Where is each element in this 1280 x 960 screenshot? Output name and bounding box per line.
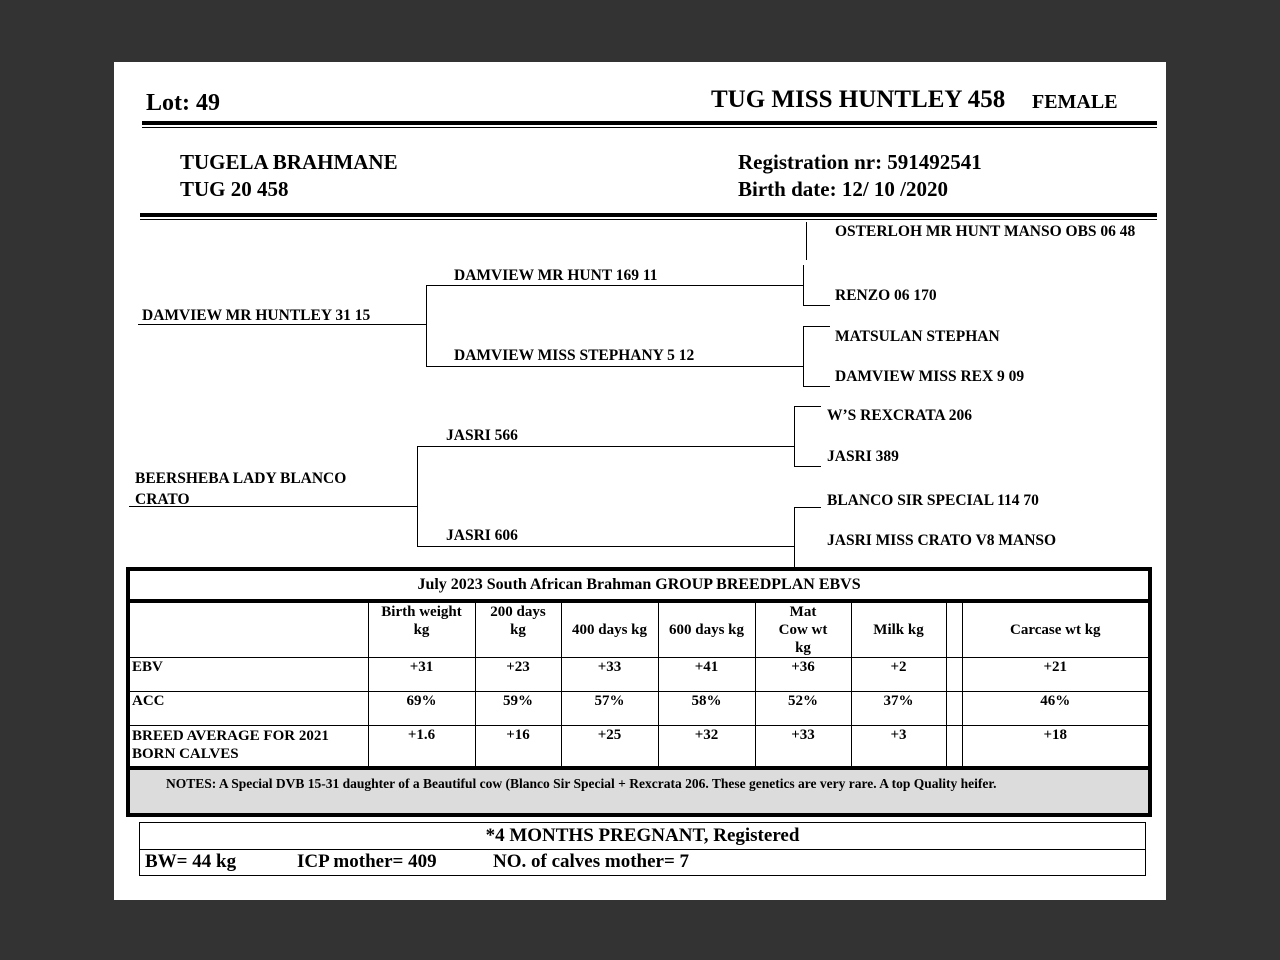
birth-date: Birth date: 12/ 10 /2020 bbox=[738, 177, 948, 201]
pedigree-line bbox=[417, 546, 794, 547]
pedigree-dss: W’S REXCRATA 206 bbox=[827, 407, 972, 424]
ebv-header-blank bbox=[128, 601, 368, 658]
calves-mother: NO. of calves mother= 7 bbox=[493, 851, 690, 872]
pedigree-dam-text: BEERSHEBA LADY BLANCO CRATO bbox=[135, 470, 347, 508]
ebv-cell: +1.6 bbox=[368, 726, 475, 768]
header-rule-thick bbox=[142, 121, 1157, 125]
ebv-cell: 57% bbox=[561, 692, 658, 726]
pedigree-line bbox=[426, 285, 803, 286]
pedigree-sss-text: OSTERLOH MR HUNT MANSO OBS 06 48 bbox=[835, 223, 1136, 240]
ebv-col-header: Milk kg bbox=[851, 601, 946, 658]
ebv-col-header: Birth weight kg bbox=[368, 601, 475, 658]
ebv-cell: 52% bbox=[755, 692, 851, 726]
details-rule-thick bbox=[140, 213, 1157, 217]
pregnancy-summary-box bbox=[139, 822, 1146, 876]
ebv-cell: +31 bbox=[368, 658, 475, 692]
ebv-cell bbox=[946, 692, 962, 726]
ebv-cell: 46% bbox=[962, 692, 1150, 726]
pedigree-line bbox=[794, 406, 795, 467]
ebv-cell: 59% bbox=[475, 692, 561, 726]
pedigree-sire-dam: DAMVIEW MISS STEPHANY 5 12 bbox=[454, 347, 695, 364]
ebv-cell: +18 bbox=[962, 726, 1150, 768]
pedigree-line bbox=[794, 507, 795, 567]
ebv-cell: +23 bbox=[475, 658, 561, 692]
ebv-col-header: 400 days kg bbox=[561, 601, 658, 658]
ebv-cell bbox=[946, 726, 962, 768]
birth-weight: BW= 44 kg bbox=[145, 851, 237, 872]
pedigree-dds: BLANCO SIR SPECIAL 114 70 bbox=[827, 492, 1039, 509]
pregnancy-status: *4 MONTHS PREGNANT, Registered bbox=[485, 825, 800, 846]
pedigree-dsd: JASRI 389 bbox=[827, 448, 899, 465]
animal-sex: FEMALE bbox=[1032, 91, 1118, 113]
ebv-cell: +33 bbox=[755, 726, 851, 768]
pedigree-line bbox=[806, 222, 807, 260]
pedigree-sire-sire: DAMVIEW MR HUNT 169 11 bbox=[454, 267, 658, 284]
pedigree-line bbox=[417, 446, 794, 447]
ebv-cell: +33 bbox=[561, 658, 658, 692]
pedigree-line bbox=[794, 466, 821, 467]
pedigree-line bbox=[426, 285, 427, 367]
ebv-cell: 58% bbox=[658, 692, 755, 726]
details-rule-thin bbox=[140, 219, 1157, 220]
ebv-cell: +25 bbox=[561, 726, 658, 768]
ebv-col-header bbox=[946, 601, 962, 658]
pedigree-line bbox=[803, 326, 830, 327]
pedigree-sdd: DAMVIEW MISS REX 9 09 bbox=[835, 368, 1025, 385]
animal-name: TUG MISS HUNTLEY 458 bbox=[711, 86, 1006, 113]
ebv-cell: +16 bbox=[475, 726, 561, 768]
ebv-cell: +41 bbox=[658, 658, 755, 692]
ebv-notes: NOTES: A Special DVB 15-31 daughter of a Beautiful cow (Blanco Sir Special + Rexcrata 206. These genetics are very rare. A top Quality heifer. bbox=[128, 768, 1150, 815]
pedigree-dam-sire: JASRI 566 bbox=[446, 427, 518, 444]
ebv-title: July 2023 South African Brahman GROUP BREEDPLAN EBVS bbox=[128, 569, 1150, 601]
ebv-row-label: ACC bbox=[128, 692, 368, 726]
ebv-col-header: 200 days kg bbox=[475, 601, 561, 658]
ebv-cell: 37% bbox=[851, 692, 946, 726]
ebv-cell: +2 bbox=[851, 658, 946, 692]
lot-number: Lot: 49 bbox=[146, 90, 220, 116]
pedigree-sss bbox=[835, 222, 1147, 242]
pedigree-line bbox=[803, 386, 830, 387]
icp-mother: ICP mother= 409 bbox=[297, 851, 437, 872]
pedigree-line bbox=[803, 305, 830, 306]
pedigree-line bbox=[426, 366, 803, 367]
pedigree-line bbox=[794, 406, 821, 407]
pedigree-line bbox=[803, 326, 804, 387]
ebv-row-label: EBV bbox=[128, 658, 368, 692]
breeder-name: TUGELA BRAHMANE bbox=[180, 150, 398, 174]
sale-catalogue-page bbox=[114, 62, 1166, 900]
ebv-table bbox=[126, 567, 1152, 817]
ebv-cell: +32 bbox=[658, 726, 755, 768]
ebv-col-header: Carcase wt kg bbox=[962, 601, 1150, 658]
pedigree-line bbox=[794, 507, 821, 508]
pedigree-line bbox=[803, 265, 804, 305]
ebv-cell: +36 bbox=[755, 658, 851, 692]
pedigree-sire: DAMVIEW MR HUNTLEY 31 15 bbox=[142, 307, 371, 324]
pedigree-dam-dam: JASRI 606 bbox=[446, 527, 518, 544]
pedigree-line bbox=[417, 446, 418, 547]
ebv-cell: 69% bbox=[368, 692, 475, 726]
ebv-cell: +21 bbox=[962, 658, 1150, 692]
animal-ident: TUG 20 458 bbox=[180, 177, 289, 201]
ebv-cell: +3 bbox=[851, 726, 946, 768]
ebv-cell bbox=[946, 658, 962, 692]
ebv-col-header: Mat Cow wt kg bbox=[755, 601, 851, 658]
ebv-col-header: 600 days kg bbox=[658, 601, 755, 658]
header-rule-thin bbox=[142, 127, 1157, 128]
pedigree-ddd: JASRI MISS CRATO V8 MANSO bbox=[827, 532, 1057, 549]
pedigree-ssd: RENZO 06 170 bbox=[835, 287, 937, 304]
registration-number: Registration nr: 591492541 bbox=[738, 150, 982, 174]
ebv-row-label: BREED AVERAGE FOR 2021 BORN CALVES bbox=[128, 726, 368, 768]
pedigree-sds: MATSULAN STEPHAN bbox=[835, 328, 1000, 345]
summary-divider bbox=[140, 849, 1145, 850]
pedigree-dam bbox=[135, 468, 375, 510]
